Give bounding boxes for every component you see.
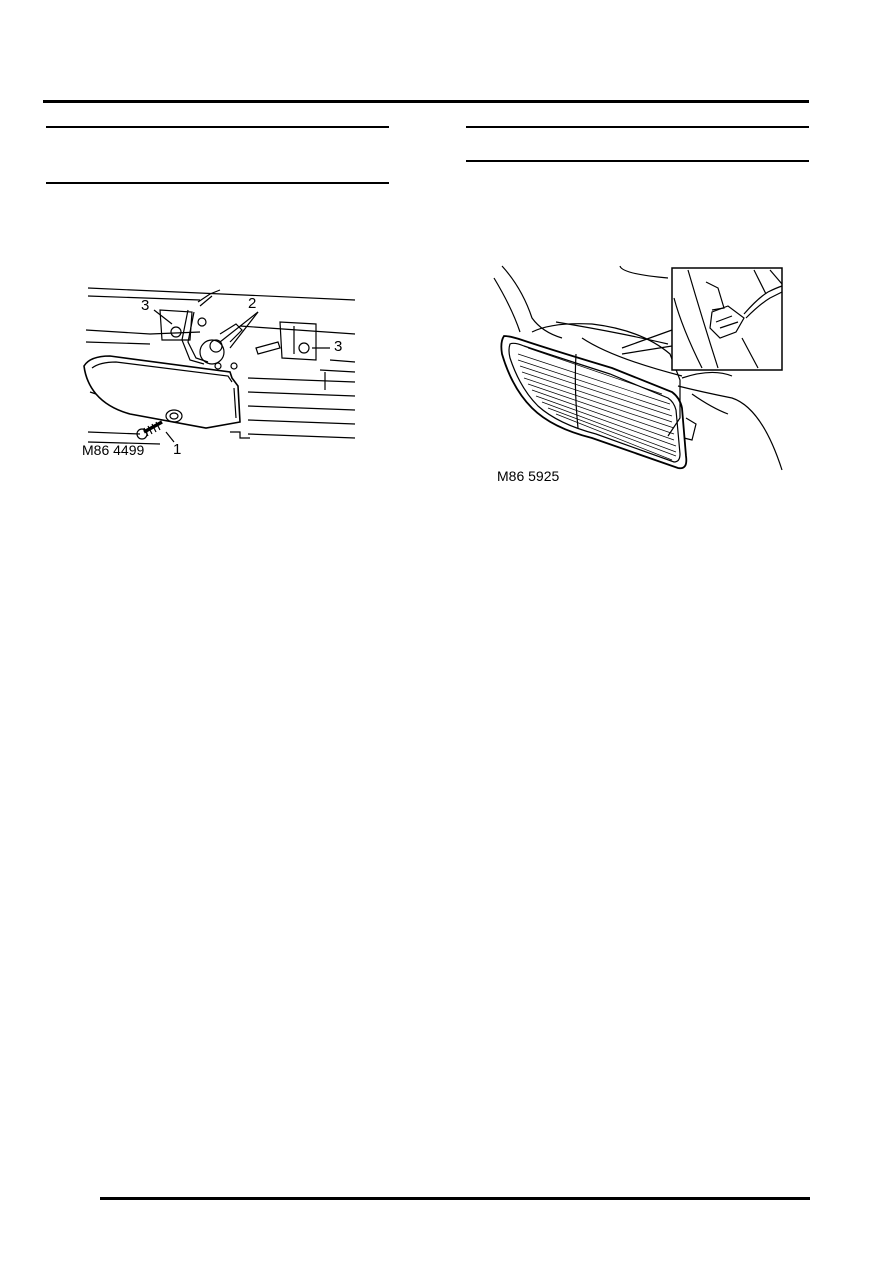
figure-id-left: M86 4499	[82, 442, 145, 458]
right-section-top-rule	[466, 126, 809, 128]
figure-id-right: M86 5925	[497, 468, 560, 484]
left-section-top-rule	[46, 126, 389, 128]
callout-1: 1	[173, 441, 182, 458]
callout-3-right: 3	[334, 338, 343, 355]
front-lamp-drawing	[492, 258, 792, 486]
callout-2: 2	[248, 295, 257, 312]
front-lamp-illustration	[492, 258, 792, 486]
side-lamp-illustration	[80, 282, 370, 462]
left-section-bottom-rule	[46, 182, 389, 184]
side-lamp-drawing	[80, 282, 370, 462]
right-section-bottom-rule	[466, 160, 809, 162]
header-rule	[43, 100, 809, 103]
callout-3-left: 3	[141, 297, 150, 314]
footer-rule	[100, 1197, 810, 1200]
